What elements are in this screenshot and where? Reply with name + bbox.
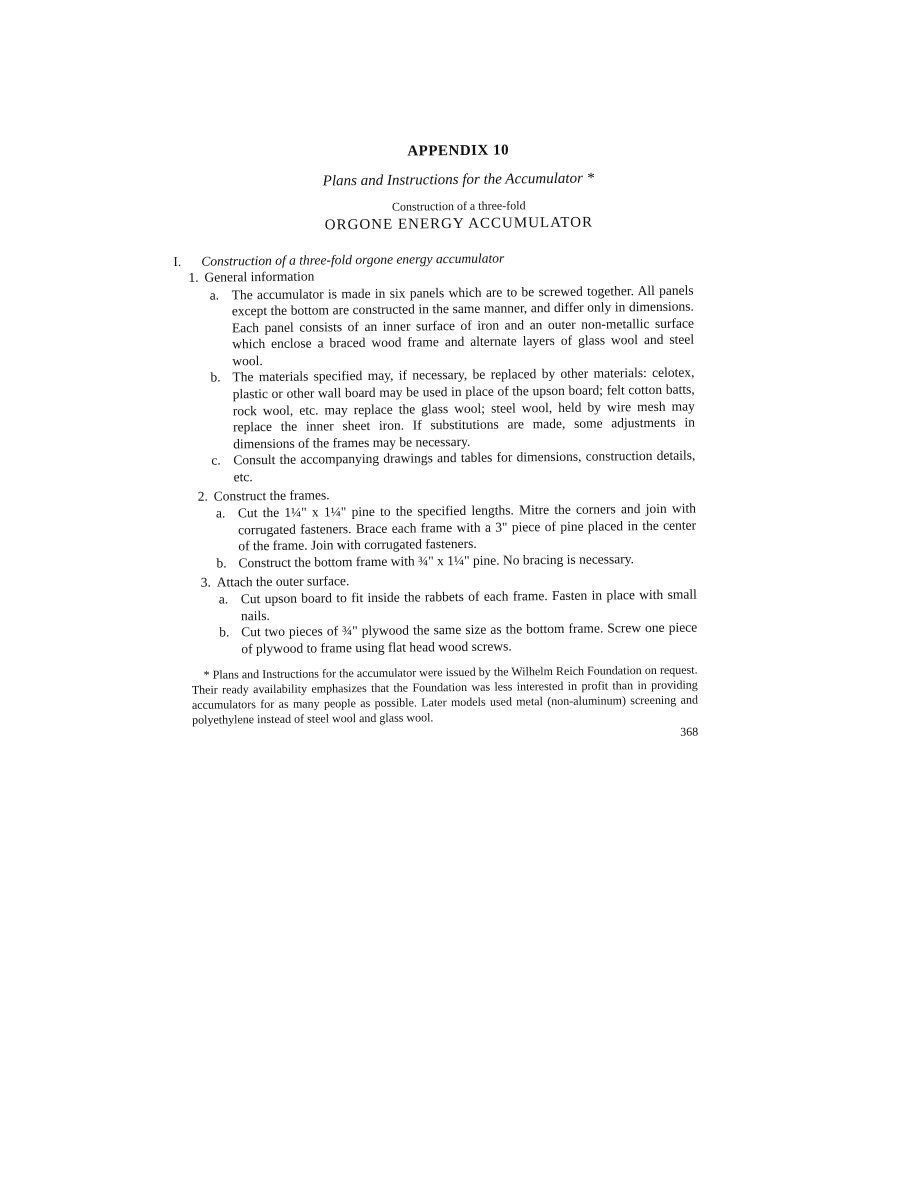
appendix-heading: APPENDIX 10	[407, 142, 510, 160]
list-item: a. The accumulator is made in six panels which are to be screwed together. All panels except the bottom are constructed in the same manner, and differ only in dimensions. Each panel consists of an inner surface of iron and an outer non-metallic surface which enclose a braced wood frame and alternate layers of glass wool and steel wool.	[209, 282, 695, 369]
text-block	[172, 133, 698, 746]
appendix-subtitle: Plans and Instructions for the Accumulator *	[322, 170, 595, 190]
list-item: a. Cut the 1¼" x 1¼" pine to the specified lengths. Mitre the corners and join with corrugated fasteners. Brace each frame with a 3" piece of pine placed in the center of the frame. Join with corrugated fasteners.	[215, 500, 697, 554]
part1-title: General information	[204, 268, 315, 285]
list-item: b. Construct the bottom frame with ¾" x 1¼" pine. No bracing is necessary.	[216, 551, 635, 571]
part3-list	[219, 587, 698, 658]
list-item: b. Cut two pieces of ¾" plywood the same size as the bottom frame. Screw one piece of plywood to frame using flat head wood screws.	[219, 619, 698, 657]
part2-title: Construct the frames.	[213, 486, 330, 504]
part1-number: 1.	[188, 269, 199, 285]
list-item: c. Consult the accompanying drawings and tables for dimensions, construction details, etc.	[211, 447, 696, 485]
section-title: Construction of a three-fold orgone energy accumulator	[201, 250, 505, 269]
part2-number: 2.	[197, 488, 208, 504]
footnote: * Plans and Instructions for the accumulator were issued by the Wilhelm Reich Foundation on request. Their ready availability emphasizes that the Foundation was less interested in profit than in providing accumulators for as many people as possible. Later models used metal (non-aluminum) screening and polyethylene instead of steel wool and glass wool.	[191, 662, 698, 728]
construction-line: Construction of a three-fold	[391, 198, 526, 214]
list-item: b. The materials specified may, if necessary, be replaced by other materials: celotex, plastic or other wall board may be used in place of the upson board; felt cotton batts, rock wool, etc. may replace the glass wool; steel wool, held by wire mesh may replace the inner sheet iron. If substitutions are made, some adjustments in dimensions of the frames may be necessary.	[210, 365, 696, 452]
part3-number: 3.	[200, 574, 211, 590]
section-number: I.	[173, 253, 182, 269]
page-number: 368	[680, 724, 699, 740]
part1-list	[210, 282, 696, 486]
main-title: ORGONE ENERGY ACCUMULATOR	[324, 214, 594, 234]
part3-title: Attach the outer surface.	[216, 572, 350, 590]
part2-list	[216, 501, 697, 572]
list-item: a. Cut upson board to fit inside the rabbets of each frame. Fasten in place with small nails.	[218, 586, 697, 623]
